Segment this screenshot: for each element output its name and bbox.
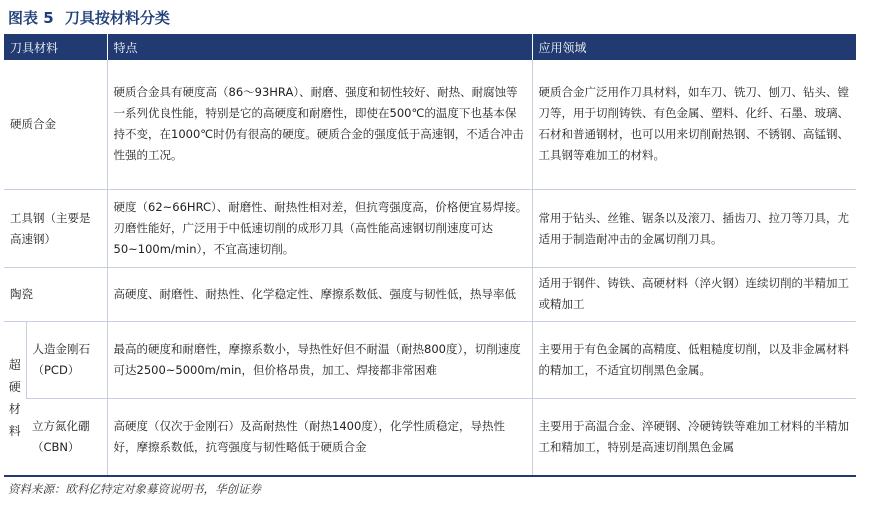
material-cell: 立方氮化硼（CBN）: [26, 398, 107, 476]
table-row: [4, 189, 856, 268]
application-cell: 主要用于有色金属的高精度、低粗糙度切削，以及非金属材料的精加工，不适宜切削黑色金属。: [532, 321, 856, 398]
table-header-row: [4, 34, 856, 60]
table-row: [4, 398, 856, 476]
application-cell: 适用于钢件、铸铁、高硬材料（淬火钢）连续切削的半精加工或精加工: [532, 268, 856, 321]
table-row: [4, 321, 856, 398]
header-feature: 特点: [107, 34, 532, 60]
material-cell: 陶瓷: [4, 268, 107, 321]
material-cell: 工具钢（主要是高速钢）: [4, 189, 107, 268]
feature-cell: 硬度（62~66HRC）、耐磨性、耐热性相对差，但抗弯强度高，价格便宜易焊接。刃磨性能好，广泛用于中低速切削的成形刀具（高性能高速钢切削速度可达50~100m/min），不宜高速切削。: [107, 189, 532, 268]
table-row: [4, 268, 856, 321]
superhard-group-label: [4, 321, 26, 476]
source-note: 资料来源：欧科亿特定对象募资说明书，华创证券: [8, 482, 261, 496]
material-cell: 人造金刚石（PCD）: [26, 321, 107, 398]
table-row: [4, 60, 856, 189]
feature-cell: 硬质合金具有硬度高（86～93HRA）、耐磨、强度和韧性较好、耐热、耐腐蚀等一系列优良性能，特别是它的高硬度和耐磨性，即使在500℃的温度下也基本保持不变，在1000℃时仍有很高的硬度。硬质合金的强度低于高速钢，不适合冲击性强的工况。: [107, 60, 532, 189]
application-cell: 主要用于高温合金、淬硬钢、冷硬铸铁等难加工材料的半精加工和精加工，特别是高速切削黑色金属: [532, 398, 856, 476]
feature-cell: 高硬度、耐磨性、耐热性、化学稳定性、摩擦系数低、强度与韧性低，热导率低: [107, 268, 532, 321]
application-cell: 常用于钻头、丝锥、锯条以及滚刀、插齿刀、拉刀等刀具，尤适用于制造耐冲击的金属切削刀具。: [532, 189, 856, 268]
feature-cell: 高硬度（仅次于金刚石）及高耐热性（耐热1400度），化学性质稳定，导热性好，摩擦系数低，抗弯强度与韧性略低于硬质合金: [107, 398, 532, 476]
tool-material-table: [4, 34, 856, 477]
application-cell: 硬质合金广泛用作刀具材料，如车刀、铣刀、刨刀、钻头、镗刀等，用于切削铸铁、有色金属、塑料、化纤、石墨、玻璃、石材和普通钢材，也可以用来切削耐热钢、不锈钢、高锰钢、工具钢等难加工的材料。: [532, 60, 856, 189]
figure-number: 图表 5: [8, 9, 54, 27]
header-application: 应用领域: [532, 34, 856, 60]
figure-title-text: 刀具按材料分类: [64, 9, 170, 27]
figure-title: [8, 6, 176, 30]
superhard-group-text: 超硬材料: [8, 358, 21, 439]
header-material: 刀具材料: [4, 34, 107, 60]
material-cell: 硬质合金: [4, 60, 107, 189]
feature-cell: 最高的硬度和耐磨性，摩擦系数小，导热性好但不耐温（耐热800度），切削速度可达2500~5000m/min，但价格昂贵，加工、焊接都非常困难: [107, 321, 532, 398]
